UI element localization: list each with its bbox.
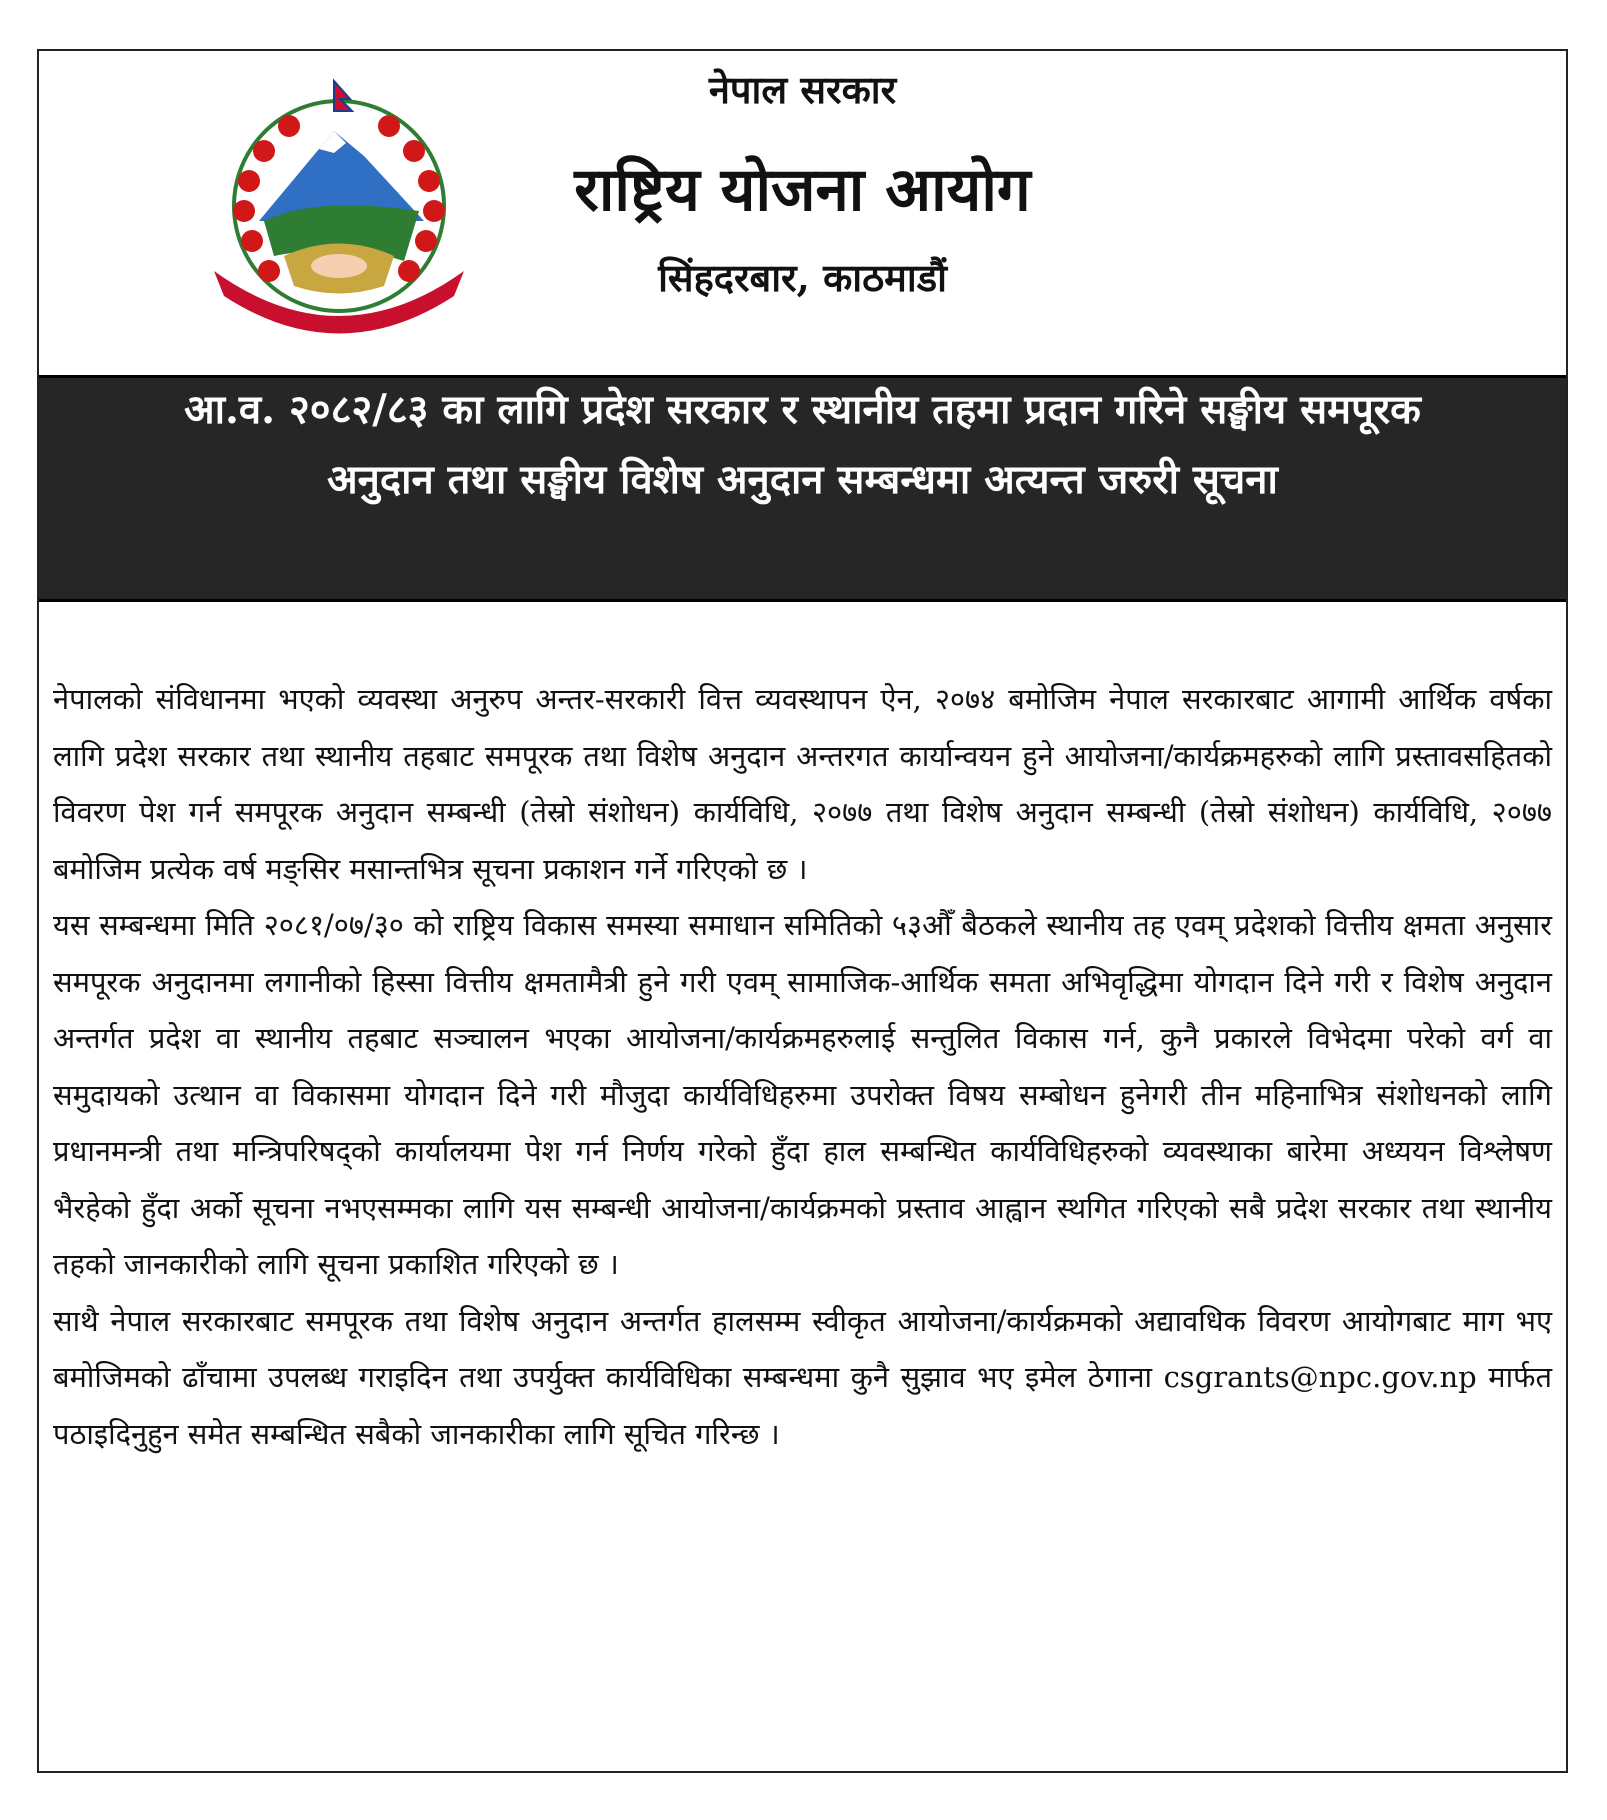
notice-title-line-1: आ.व. २०८२/८३ का लागि प्रदेश सरकार र स्थानीय तहमा प्रदान गरिने सङ्घीय समपूरक bbox=[184, 386, 1421, 433]
notice-frame bbox=[37, 49, 1568, 1773]
body-paragraph: यस सम्बन्धमा मिति २०८१/०७/३० को राष्ट्रिय विकास समस्या समाधान समितिको ५३औँ बैठकले स्थानीय तह एवम् प्रदेशको वित्तीय क्षमता अनुसार समपूरक अनुदानमा लगानीको हिस्सा वित्तीय क्षमतामैत्री हुने गरी एवम् सामाजिक-आर्थिक समता अभिवृद्धिमा योगदान दिने गरी र विशेष अनुदान अन्तर्गत प्रदेश वा स्थानीय तहबाट सञ्चालन भएका आयोजना/कार्यक्रमहरुलाई सन्तुलित विकास गर्न, कुनै प्रकारले विभेदमा परेको वर्ग वा समुदायको उत्थान वा विकासमा योगदान दिने गरी मौजुदा कार्यविधिहरुमा उपरोक्त विषय सम्बोधन हुनेगरी तीन महिनाभित्र संशोधनको लागि प्रधानमन्त्री तथा मन्त्रिपरिषद्को कार्यालयमा पेश गर्न निर्णय गरेको हुँदा हाल सम्बन्धित कार्यविधिहरुको व्यवस्थाका बारेमा अध्ययन विश्लेषण भैरहेको हुँदा अर्को सूचना नभएसम्मका लागि यस सम्बन्धी आयोजना/कार्यक्रमको प्रस्ताव आह्वान स्थगित गरिएको सबै प्रदेश सरकार तथा स्थानीय तहको जानकारीको लागि सूचना प्रकाशित गरिएको छ । bbox=[53, 908, 1552, 1281]
body-paragraph: साथै नेपाल सरकारबाट समपूरक तथा विशेष अनुदान अन्तर्गत हालसम्म स्वीकृत आयोजना/कार्यक्रमको अद्यावधिक विवरण आयोगबाट माग भए बमोजिमको ढाँचामा उपलब्ध गराइदिन तथा उपर्युक्त कार्यविधिका सम्बन्धमा कुनै सुझाव भए इमेल ठेगाना csgrants@npc.gov.np मार्फत पठाइदिनुहुन समेत सम्बन्धित सबैको जानकारीका लागि सूचित गरिन्छ । bbox=[53, 1303, 1552, 1451]
government-name: नेपाल सरकार bbox=[708, 67, 897, 112]
notice-body bbox=[53, 671, 1552, 1462]
notice-title-band bbox=[39, 375, 1566, 602]
letterhead bbox=[39, 51, 1566, 373]
notice-title-line-2: अनुदान तथा सङ्घीय विशेष अनुदान सम्बन्धमा अत्यन्त जरुरी सूचना bbox=[327, 456, 1278, 503]
organization-name: राष्ट्रिय योजना आयोग bbox=[574, 155, 1031, 225]
organization-location: सिंहदरबार, काठमाडौं bbox=[658, 255, 947, 300]
body-paragraph: नेपालको संविधानमा भएको व्यवस्था अनुरुप अन्तर-सरकारी वित्त व्यवस्थापन ऐन, २०७४ बमोजिम नेपाल सरकारबाट आगामी आर्थिक वर्षका लागि प्रदेश सरकार तथा स्थानीय तहबाट समपूरक तथा विशेष अनुदान अन्तरगत कार्यान्वयन हुने आयोजना/कार्यक्रमहरुको लागि प्रस्तावसहितको विवरण पेश गर्न समपूरक अनुदान सम्बन्धी (तेस्रो संशोधन) कार्यविधि, २०७७ तथा विशेष अनुदान सम्बन्धी (तेस्रो संशोधन) कार्यविधि, २०७७ बमोजिम प्रत्येक वर्ष मङ्सिर मसान्तभित्र सूचना प्रकाशन गर्ने गरिएको छ । bbox=[53, 682, 1552, 886]
